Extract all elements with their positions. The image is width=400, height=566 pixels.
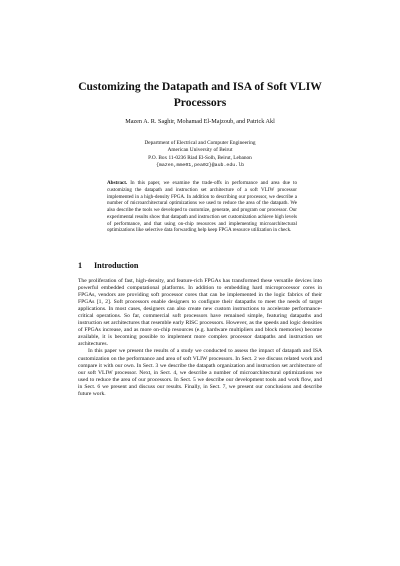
affiliation-block [60,140,340,169]
abstract [107,180,297,234]
affiliation-university: American University of Beirut [167,147,233,154]
paper-title: Customizing the Datapath and ISA of Soft VLIW Processors [78,80,322,109]
section-body [78,278,322,398]
paper-authors: Mazen A. R. Saghir, Mohamad El-Majzoub, and Patrick Akl [125,118,275,125]
body-paragraph-1: The proliferation of fast, high-density, and feature-rich FPGAs has transformed these versatile devices into powerful embedded computational platforms. In addition to embedding hard microprocessor cores in FPGAs, vendors are providing soft processor cores that can be implemented in the logic fabrics of their FPGAs [1, 2]. Soft processors enable designers to configure their datapaths to meet the needs of target applications. In most cases, designers can also create new custom instructions to accelerate performance-critical operations. So far, commercial soft processors have remained simple, featuring datapaths and instruction set architectures that resemble early RISC processors. However, as the speeds and logic densities of FPGAs increase, and as more on-chip resources (e.g. hardware multipliers and block memories) become available, it is becoming possible to implement more complex processor datapaths and instruction set architectures. [78,278,322,348]
section-number: 1 [78,261,83,270]
abstract-text: In this paper, we examine the trade-offs in performance and area due to customizing the datapath and instruction set architecture of a soft VLIW processor implemented in a high-density FPGA. In addition to describing our processor, we describe a number of microarchitectural optimizations we used to reduce the area of the datapath. We also describe the tools we developed to customize, generate, and program our processor. Our experimental results show that datapath and instruction set customization achieve high levels of performance, and that using on-chip resources and implementing microarchitectural optimizations like selective data forwarding help keep FPGA resource utilization in check. [107,180,297,234]
affiliation-department: Department of Electrical and Computer Engineering [144,140,256,146]
abstract-label: Abstract. [107,180,128,186]
section-title: Introduction [94,261,139,270]
section-heading [78,261,138,270]
affiliation-email: {mazen,mme01,pea02}@aub.edu.lb [155,162,245,168]
body-paragraph-2: In this paper we present the results of a study we conducted to assess the impact of datapath and ISA customization on the performance and area of soft VLIW processors. In Sect. 2 we discuss related work and compare it with our own. In Sect. 3 we describe the datapath organization and instruction set architecture of our soft VLIW processor. Next, in Sect. 4, we describe a number of microarchitectural optimizations we used to reduce the area of our processors. In Sect. 5 we describe our development tools and work flow, and in Sect. 6 we present and discuss our results. Finally, in Sect. 7, we present our conclusions and describe future work. [78,348,322,397]
affiliation-address: P.O. Box 11-0236 Riad El-Solh, Beirut, Lebanon [148,154,252,161]
